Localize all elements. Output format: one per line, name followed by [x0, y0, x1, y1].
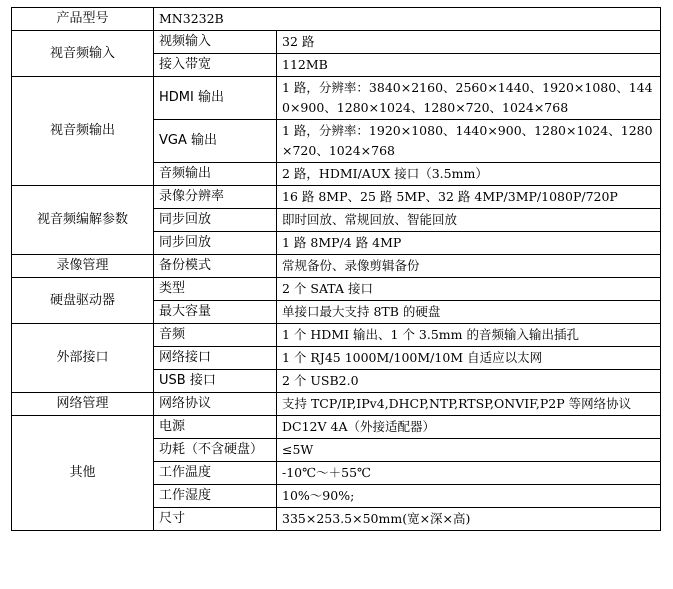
value-cell: 常规备份、录像剪辑备份: [277, 255, 661, 278]
value-cell: DC12V 4A（外接适配器）: [277, 416, 661, 439]
item-cell: 音频输出: [154, 163, 277, 186]
category-cell: 硬盘驱动器: [12, 278, 154, 324]
value-cell: 支持 TCP/IP,IPv4,DHCP,NTP,RTSP,ONVIF,P2P 等网络协议: [277, 393, 661, 416]
item-cell: 工作湿度: [154, 485, 277, 508]
category-cell: 录像管理: [12, 255, 154, 278]
table-row: [12, 77, 661, 120]
value-cell: 1 个 RJ45 1000M/100M/10M 自适应以太网: [277, 347, 661, 370]
value-cell: -10℃～＋55℃: [277, 462, 661, 485]
table-row: [12, 8, 661, 31]
value-cell: 32 路: [277, 31, 661, 54]
item-cell: 工作温度: [154, 462, 277, 485]
item-cell: 网络协议: [154, 393, 277, 416]
value-cell: 16 路 8MP、25 路 5MP、32 路 4MP/3MP/1080P/720P: [277, 186, 661, 209]
table-row: [12, 31, 661, 54]
spec-table: [11, 7, 661, 531]
category-cell: 视音频输入: [12, 31, 154, 77]
item-cell: HDMI 输出: [154, 77, 277, 120]
item-cell: 同步回放: [154, 232, 277, 255]
category-cell: 视音频输出: [12, 77, 154, 186]
table-row: [12, 278, 661, 301]
value-cell: MN3232B: [154, 8, 661, 31]
item-cell: 功耗（不含硬盘）: [154, 439, 277, 462]
table-row: [12, 186, 661, 209]
value-cell: 1 路 8MP/4 路 4MP: [277, 232, 661, 255]
value-cell: 10%～90%;: [277, 485, 661, 508]
category-cell: 外部接口: [12, 324, 154, 393]
category-cell: 网络管理: [12, 393, 154, 416]
category-cell: 产品型号: [12, 8, 154, 31]
item-cell: VGA 输出: [154, 120, 277, 163]
value-cell: ≤5W: [277, 439, 661, 462]
item-cell: 视频输入: [154, 31, 277, 54]
value-cell: 1 路，分辨率：3840×2160、2560×1440、1920×1080、1440×900、1280×1024、1280×720、1024×768: [277, 77, 661, 120]
item-cell: 录像分辨率: [154, 186, 277, 209]
value-cell: 单接口最大支持 8TB 的硬盘: [277, 301, 661, 324]
item-cell: 接入带宽: [154, 54, 277, 77]
item-cell: 最大容量: [154, 301, 277, 324]
value-cell: 1 个 HDMI 输出、1 个 3.5mm 的音频输入输出插孔: [277, 324, 661, 347]
table-row: [12, 324, 661, 347]
table-row: [12, 255, 661, 278]
value-cell: 即时回放、常规回放、智能回放: [277, 209, 661, 232]
value-cell: 2 个 SATA 接口: [277, 278, 661, 301]
table-row: [12, 416, 661, 439]
category-cell: 视音频编解参数: [12, 186, 154, 255]
item-cell: 网络接口: [154, 347, 277, 370]
item-cell: 备份模式: [154, 255, 277, 278]
category-cell: 其他: [12, 416, 154, 531]
value-cell: 1 路，分辨率：1920×1080、1440×900、1280×1024、1280×720、1024×768: [277, 120, 661, 163]
value-cell: 112MB: [277, 54, 661, 77]
value-cell: 2 路，HDMI/AUX 接口（3.5mm）: [277, 163, 661, 186]
item-cell: 尺寸: [154, 508, 277, 531]
item-cell: 类型: [154, 278, 277, 301]
item-cell: USB 接口: [154, 370, 277, 393]
table-row: [12, 393, 661, 416]
item-cell: 同步回放: [154, 209, 277, 232]
item-cell: 电源: [154, 416, 277, 439]
value-cell: 2 个 USB2.0: [277, 370, 661, 393]
item-cell: 音频: [154, 324, 277, 347]
value-cell: 335×253.5×50mm(宽×深×高): [277, 508, 661, 531]
